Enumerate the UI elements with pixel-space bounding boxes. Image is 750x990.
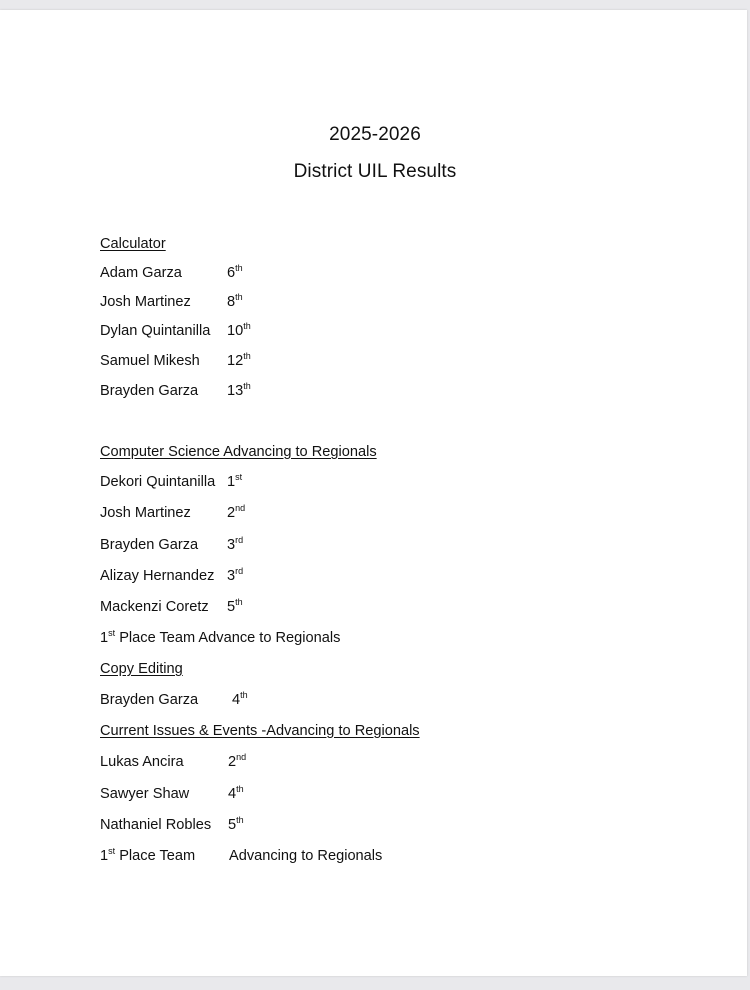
- result-name: Alizay Hernandez: [100, 568, 215, 584]
- result-name: Sawyer Shaw: [100, 786, 190, 802]
- result-place: 13th: [227, 381, 251, 399]
- result-name: Adam Garza: [100, 265, 182, 281]
- result-name: Mackenzi Coretz: [100, 599, 209, 615]
- result-place: 4th: [228, 784, 244, 802]
- document-page: [0, 10, 747, 976]
- result-place: 6th: [227, 263, 243, 281]
- result-place: 1st: [227, 472, 243, 490]
- result-place: 3rd: [227, 566, 244, 584]
- result-name: Josh Martinez: [100, 505, 191, 521]
- result-place: 8th: [227, 292, 243, 310]
- result-name: Brayden Garza: [100, 383, 199, 399]
- result-name: Brayden Garza: [100, 537, 199, 553]
- result-name: Dylan Quintanilla: [100, 323, 211, 339]
- result-name: Lukas Ancira: [100, 754, 184, 770]
- document-year: 2025-2026: [329, 124, 421, 145]
- result-name: Samuel Mikesh: [100, 353, 200, 369]
- section-heading-calculator: Calculator: [100, 236, 166, 252]
- section-heading-current-issues: Current Issues & Events -Advancing to Regionals: [100, 723, 420, 739]
- result-name: Brayden Garza: [100, 692, 199, 708]
- result-place: 3rd: [227, 535, 244, 553]
- section-heading-computer-science: Computer Science Advancing to Regionals: [100, 444, 377, 460]
- result-name: Josh Martinez: [100, 294, 191, 310]
- document-title: District UIL Results: [293, 161, 457, 182]
- result-place: 4th: [232, 690, 248, 708]
- section-heading-copy-editing: Copy Editing: [100, 661, 183, 677]
- team-result: 1st Place Team Advance to Regionals: [100, 628, 341, 646]
- result-name: Dekori Quintanilla: [100, 474, 216, 490]
- result-place: 2nd: [228, 752, 247, 770]
- result-name: Nathaniel Robles: [100, 817, 212, 833]
- team-status: Advancing to Regionals: [229, 848, 383, 864]
- result-place: 10th: [227, 321, 251, 339]
- team-result: 1st Place Team: [100, 846, 196, 864]
- result-place: 12th: [227, 351, 251, 369]
- result-place: 5th: [227, 597, 243, 615]
- result-place: 2nd: [227, 503, 246, 521]
- result-place: 5th: [228, 815, 244, 833]
